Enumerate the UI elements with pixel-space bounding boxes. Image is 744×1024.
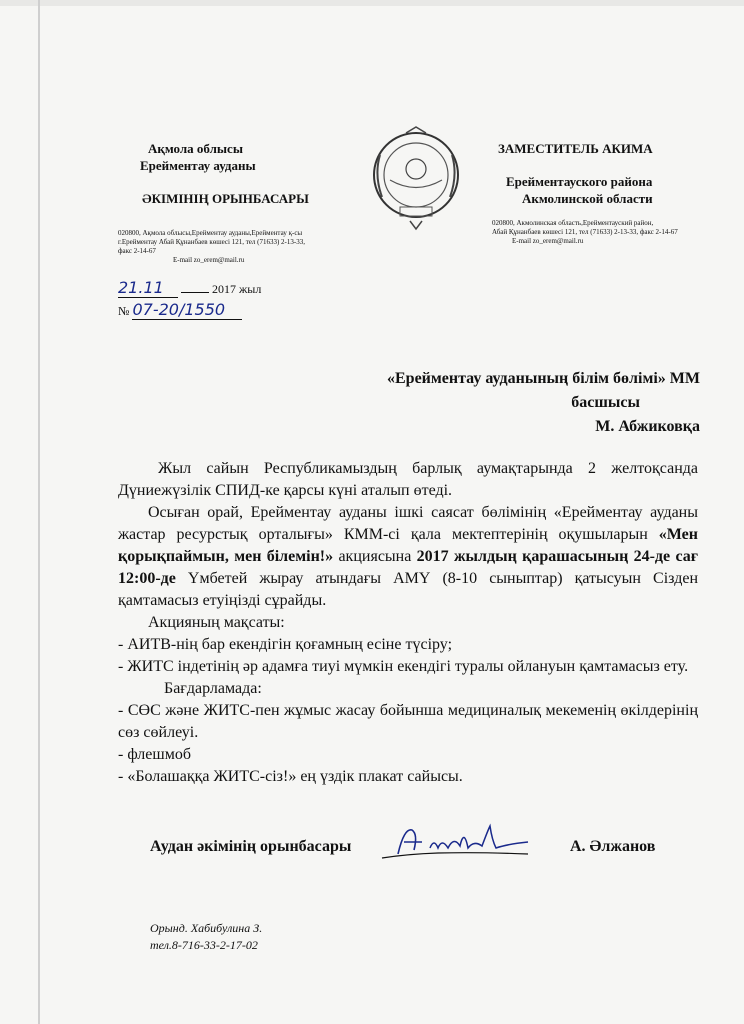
header-right (492, 140, 722, 246)
scan-left-edge (38, 0, 40, 1024)
header-right-title: ЗАМЕСТИТЕЛЬ АКИМА (498, 141, 653, 156)
program-title: Бағдарламада: (164, 680, 262, 697)
reference-year: 2017 жыл (212, 282, 262, 296)
reference-number: 07-20/1550 (132, 300, 242, 320)
header-left-email: E-mail zo_erem@mail.ru (173, 256, 245, 264)
executor-name: Орынд. Хабибулина З. (150, 921, 263, 935)
header-right-email: E-mail zo_erem@mail.ru (512, 237, 584, 245)
signatory-name: А. Әлжанов (570, 838, 656, 855)
scan-top-edge (0, 0, 744, 6)
goal-item-1: - АИТВ-нің бар екендігін қоғамның есіне түсіру; (118, 636, 453, 653)
program-item-2: - флешмоб (118, 746, 191, 763)
addressee-name: М. Абжиковқа (595, 418, 700, 435)
action-name: «Мен қорықпаймын, мен білемін!» (118, 526, 698, 565)
addressee-organization: «Ерейментау ауданының білім бөлімі» ММ (387, 370, 700, 387)
signature-block (150, 828, 710, 868)
executor-block (150, 920, 262, 954)
paragraph-intro: Жыл сайын Республикамыздың барлық аумақтарында 2 желтоқсанда Дүниежүзілік СПИД-ке қарсы күні аталып өтеді. (118, 460, 698, 499)
header-left-address-2: г.Ерейментау Абай Құнанбаев көшесі 121, тел (71633) 2-13-33, факс 2-14-67 (118, 238, 305, 255)
header-right-address-1: 020800, Акмолинская область,Ерейментауский район, (492, 219, 654, 227)
goals-title: Акцияның мақсаты: (148, 614, 285, 631)
header-left-office: ӘКІМІНІҢ ОРЫНБАСАРЫ (142, 191, 309, 206)
program-item-1: - СӨС және ЖИТС-пен жұмыс жасау бойынша медициналық мекеменің өкілдерінің сөз сөйлеуі. (118, 702, 698, 741)
reference-number-label: № (118, 304, 130, 318)
action-datetime: 2017 жылдың қарашасының 24-де сағ 12:00-де (118, 548, 698, 587)
reference-date: 21.11 (118, 278, 178, 298)
header-right-region: Акмолинской области (522, 191, 653, 206)
handwritten-signature-icon (378, 820, 558, 864)
header-left-address-1: 020800, Ақмола облысы,Ерейментау ауданы,Ерейментау қ-сы (118, 229, 303, 237)
addressee-position: басшысы (571, 394, 640, 411)
header-left (118, 140, 318, 265)
signatory-role: Аудан әкімінің орынбасары (150, 838, 352, 855)
paragraph-request: Осыған орай, Ерейментау ауданы ішкі саясат бөлімінің «Ерейментау ауданы жастар ресурстық орталығы» КММ-сі қала мектептерінің оқушыларын «Мен қорықпаймын, мен білемін!» акциясына 2017 жылдың қарашасының 24-де сағ 12:00-де Үмбетей жырау атындағы АМҮ (8-10 сыныптар) қатысуын Сізден қамтамасыз етуіңізді сұрайды. (118, 504, 698, 609)
program-item-3: - «Болашаққа ЖИТС-сіз!» ең үздік плакат сайысы. (118, 768, 463, 785)
state-emblem-icon (370, 125, 462, 233)
header-left-district: Ерейментау ауданы (140, 158, 256, 173)
letter-body (118, 458, 698, 788)
header-right-address-2: Абай Құнанбаев көшесі 121, тел (71633) 2-13-33, факс 2-14-67 (492, 228, 678, 236)
addressee-block (340, 367, 700, 439)
header-right-district: Ерейментауского района (506, 174, 653, 189)
goal-item-2: - ЖИТС індетінің әр адамға тиуі мүмкін екендігі туралы ойлануын қамтамасыз ету. (118, 658, 689, 675)
reference-block (118, 278, 378, 320)
header-left-region: Ақмола облысы (148, 141, 243, 156)
executor-phone: тел.8-716-33-2-17-02 (150, 938, 258, 952)
